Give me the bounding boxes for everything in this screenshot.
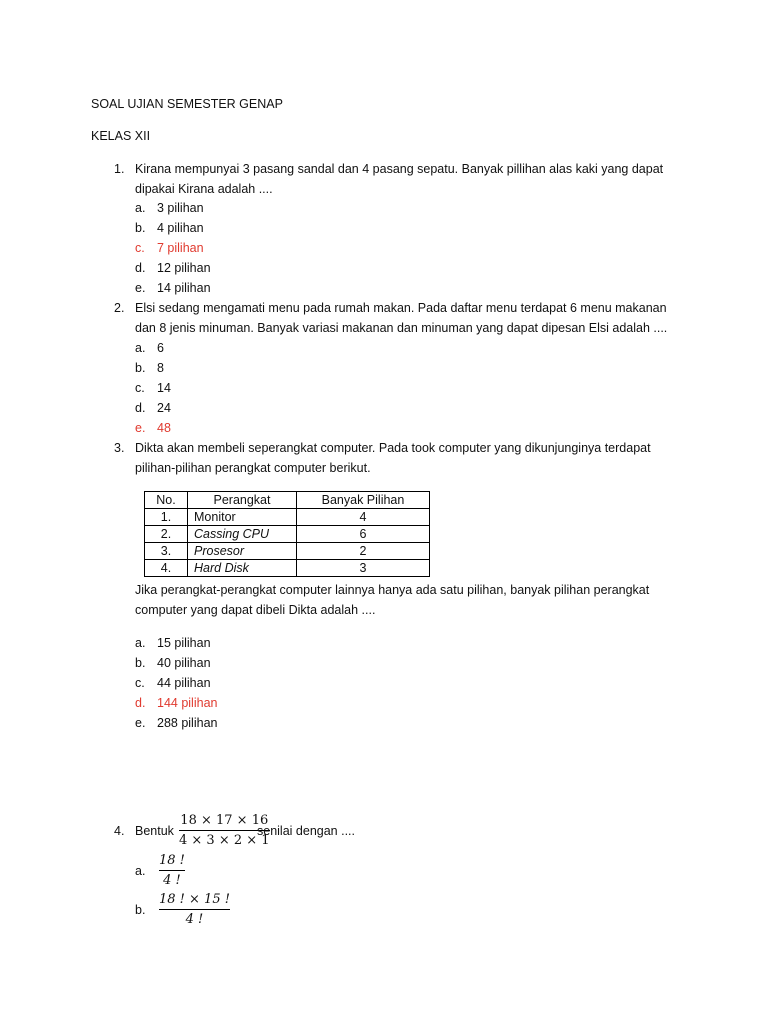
table-cell: 3. — [145, 543, 188, 560]
question-number: 1. — [114, 162, 125, 176]
option-c-correct-answer — [135, 238, 204, 258]
table-row — [145, 526, 430, 543]
fraction-numerator: 18 ! × 15 ! — [159, 892, 230, 907]
table-row — [145, 560, 430, 577]
question-text-line: Dikta akan membeli seperangkat computer. Pada took computer yang dikunjunginya terdapat — [135, 441, 651, 455]
option-text: 12 pilihan — [157, 261, 211, 275]
option-e — [135, 713, 217, 733]
table-cell: 3 — [297, 560, 430, 577]
option-d-correct-answer — [135, 693, 217, 713]
option-a — [135, 633, 211, 653]
option-letter: d. — [135, 261, 146, 275]
option-e-correct-answer — [135, 418, 171, 438]
question-number: 3. — [114, 441, 125, 455]
table-cell: Prosesor — [188, 543, 297, 560]
option-b — [135, 653, 211, 673]
option-letter: a. — [135, 201, 146, 215]
option-c — [135, 673, 211, 693]
table-cell: 2. — [145, 526, 188, 543]
question-text-line: Kirana mempunyai 3 pasang sandal dan 4 pasang sepatu. Banyak pillihan alas kaki yang dapat — [135, 162, 664, 176]
option-letter: e. — [135, 421, 146, 435]
class-label: KELAS XII — [91, 129, 151, 143]
option-letter: a. — [135, 864, 146, 878]
option-d — [135, 258, 211, 278]
option-a — [135, 338, 164, 358]
option-e — [135, 278, 211, 298]
option-letter: d. — [135, 696, 146, 710]
fraction-bar — [159, 870, 185, 871]
option-text: 48 — [157, 421, 171, 435]
table-header-row — [145, 492, 430, 509]
question-text-line: computer yang dapat dibeli Dikta adalah .... — [135, 603, 376, 617]
fraction-numerator: 18 × 17 × 16 — [180, 813, 269, 828]
fraction-bar — [179, 830, 270, 831]
fraction-denominator: 4 × 3 × 2 × 1 — [179, 833, 270, 848]
option-text: 14 pilihan — [157, 281, 211, 295]
column-header: Banyak Pilihan — [297, 492, 430, 509]
option-b — [135, 358, 164, 378]
option-letter: b. — [135, 361, 146, 375]
option-letter: d. — [135, 401, 146, 415]
option-text: 8 — [157, 361, 164, 375]
question-text-line: dan 8 jenis minuman. Banyak variasi makanan dan minuman yang dapat dipesan Elsi adalah .... — [135, 321, 668, 335]
option-text: 6 — [157, 341, 164, 355]
option-d — [135, 398, 171, 418]
question-number: 4. — [114, 824, 125, 838]
table-cell: 4 — [297, 509, 430, 526]
option-letter: e. — [135, 281, 146, 295]
option-a-fraction — [159, 852, 185, 889]
option-text: 7 pilihan — [157, 241, 204, 255]
option-letter: e. — [135, 716, 146, 730]
question-text-line: Jika perangkat-perangkat computer lainnya hanya ada satu pilihan, banyak pilihan perangkat — [135, 583, 650, 597]
question-text-suffix: senilai dengan .... — [257, 824, 355, 838]
option-text: 144 pilihan — [157, 696, 218, 710]
option-text: 24 — [157, 401, 171, 415]
option-text: 15 pilihan — [157, 636, 211, 650]
question-text-prefix: Bentuk — [135, 824, 174, 838]
option-b — [135, 218, 204, 238]
option-text: 3 pilihan — [157, 201, 204, 215]
option-letter: b. — [135, 221, 146, 235]
question-number: 2. — [114, 301, 125, 315]
column-header: Perangkat — [188, 492, 297, 509]
table-cell: Hard Disk — [188, 560, 297, 577]
expression-fraction — [179, 812, 270, 849]
column-header: No. — [145, 492, 188, 509]
option-c — [135, 378, 171, 398]
option-text: 40 pilihan — [157, 656, 211, 670]
option-a — [135, 198, 204, 218]
fraction-denominator: 4 ! — [185, 912, 204, 927]
option-text: 288 pilihan — [157, 716, 218, 730]
option-text: 14 — [157, 381, 171, 395]
option-letter: c. — [135, 241, 145, 255]
table-cell: Cassing CPU — [188, 526, 297, 543]
option-letter: a. — [135, 341, 146, 355]
option-text: 4 pilihan — [157, 221, 204, 235]
option-letter: a. — [135, 636, 146, 650]
option-text: 44 pilihan — [157, 676, 211, 690]
question-text-line: Elsi sedang mengamati menu pada rumah makan. Pada daftar menu terdapat 6 menu makanan — [135, 301, 667, 315]
table-cell: 1. — [145, 509, 188, 526]
table-cell: 6 — [297, 526, 430, 543]
fraction-denominator: 4 ! — [163, 873, 181, 888]
table-cell: Monitor — [188, 509, 297, 526]
option-b-fraction — [159, 891, 230, 928]
device-options-table — [144, 491, 430, 577]
exam-title: SOAL UJIAN SEMESTER GENAP — [91, 97, 283, 111]
question-text-line: pilihan-pilihan perangkat computer berikut. — [135, 461, 371, 475]
table-row — [145, 509, 430, 526]
table-cell: 4. — [145, 560, 188, 577]
fraction-numerator: 18 ! — [159, 853, 185, 868]
table-cell: 2 — [297, 543, 430, 560]
question-text-line: dipakai Kirana adalah .... — [135, 182, 273, 196]
option-letter: b. — [135, 903, 146, 917]
fraction-bar — [159, 909, 230, 910]
option-letter: b. — [135, 656, 146, 670]
option-letter: c. — [135, 676, 145, 690]
option-letter: c. — [135, 381, 145, 395]
table-row — [145, 543, 430, 560]
